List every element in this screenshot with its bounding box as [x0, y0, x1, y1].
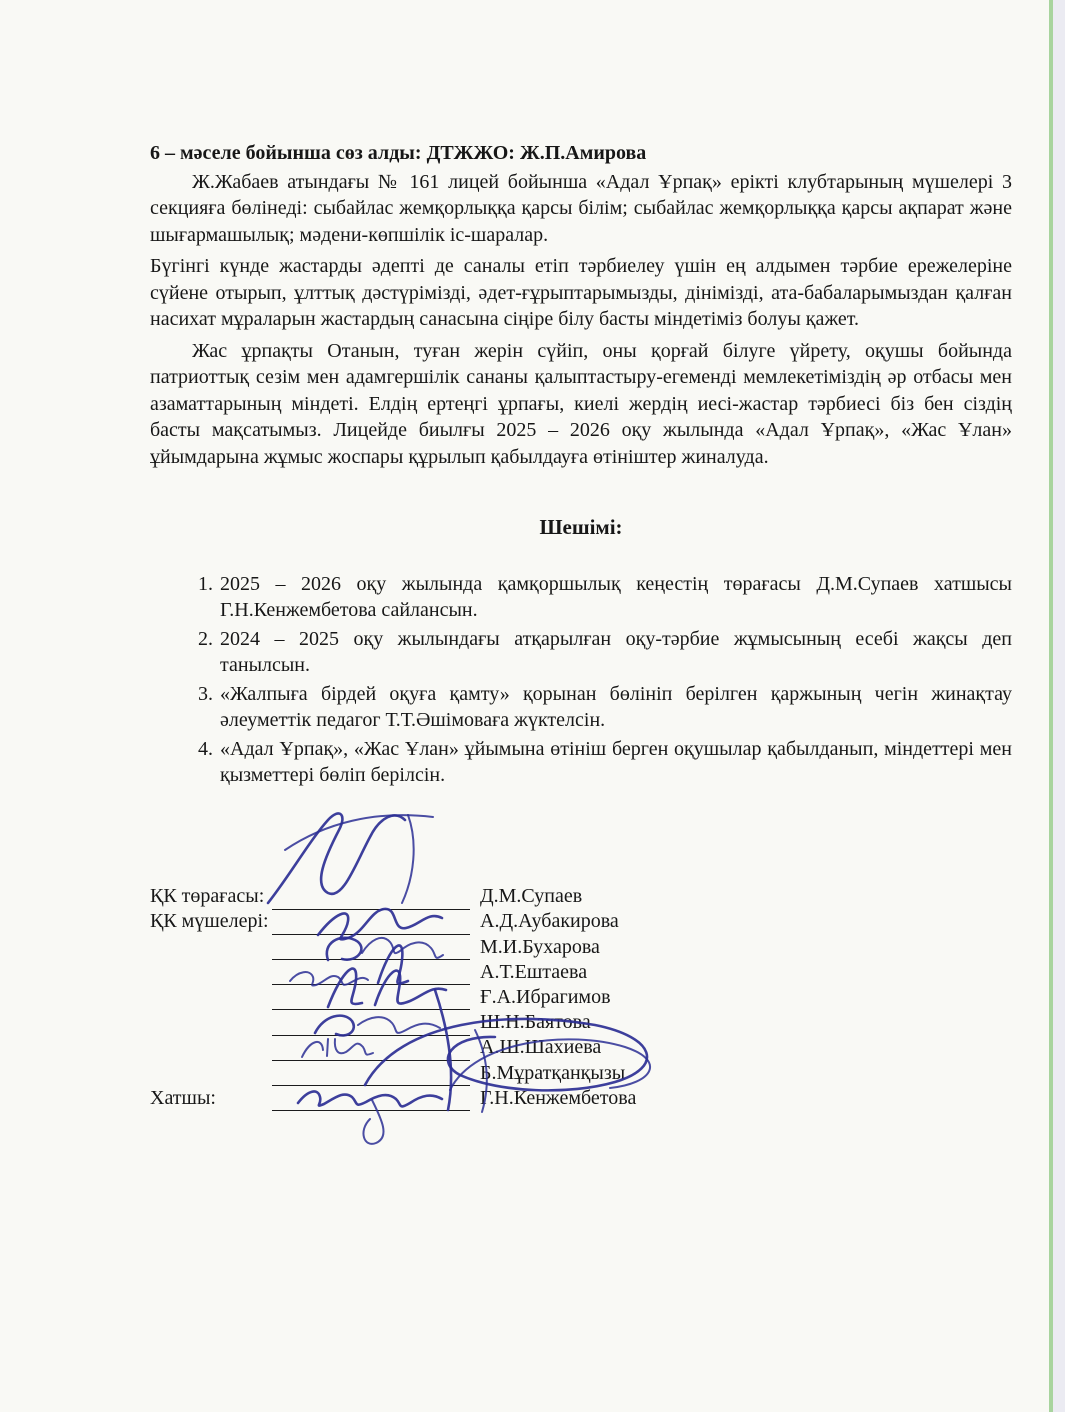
decision-item-1: 1. 2025 – 2026 оқу жылында қамқоршылық кеңестің төрағасы Д.М.Супаев хатшысы Г.Н.Кенжембетова сайлансын.: [218, 571, 1012, 624]
signature-row-member: [150, 960, 850, 985]
signature-line: [272, 1090, 470, 1111]
signature-block: [150, 885, 850, 1112]
signature-line: [272, 964, 470, 985]
signature-label: Хатшы:: [150, 1086, 216, 1109]
document-content: [150, 140, 1012, 1111]
decision-item-2: 2. 2024 – 2025 оқу жылындағы атқарылған оқу-тәрбие жұмысының есебі жақсы деп танылсын.: [218, 626, 1012, 679]
body-paragraph-3: Жас ұрпақты Отанын, туған жерін сүйіп, оны қорғай білуге үйрету, оқушы бойында патриоттық сезім мен адамгершілік сананы қалыптастыру-егеменді мемлекетіміздің әр отбасы мен азаматтарының міндеті. Елдің ертеңгі ұрпағы, киелі жердің иесі-жастар тәрбиесі біз бен сіздің басты мақсатымыз. Лицейде биылғы 2025 – 2026 оқу жылында «Адал Ұрпақ», «Жас Ұлан» ұйымдарына жұмыс жоспары құрылып қабылдауға өтініштер жиналуда.: [150, 339, 1012, 468]
signature-name: А.Т.Ештаева: [480, 960, 588, 983]
scan-edge-background: [1053, 0, 1065, 1412]
signature-line: [272, 939, 470, 960]
signature-label: ҚК мүшелері:: [150, 910, 269, 933]
signature-name: Ғ.А.Ибрагимов: [480, 985, 611, 1008]
signature-line: [272, 1065, 470, 1086]
signature-row-member: [150, 1036, 850, 1061]
signature-row-member: [150, 985, 850, 1010]
signature-row-member: [150, 1010, 850, 1035]
signature-line: [272, 1040, 470, 1061]
signature-row-member: [150, 910, 850, 935]
signature-name: Г.Н.Кенжембетова: [480, 1086, 637, 1109]
signature-line: [272, 914, 470, 935]
signature-row-chairman: [150, 885, 850, 910]
decision-heading: Шешімі:: [539, 515, 623, 539]
signature-label: ҚК төрағасы:: [150, 885, 265, 908]
body-paragraph-2: Бүгінгі күнде жастарды әдепті де саналы етіп тәрбиелеу үшін ең алдымен тәрбие ережелеріне сүйене отырып, ұлттық дәстүрімізді, әдет-ғұрыптарымызды, дінімізді, ата-бабаларымыздан қалған насихат мұраларын жастардың санасына сіңіре білу басты міндетіміз болуы қажет.: [150, 255, 1012, 330]
signature-line: [272, 989, 470, 1010]
decision-list: [150, 571, 1012, 789]
signature-name: Ш.Н.Баятова: [480, 1011, 591, 1034]
agenda-item-heading: 6 – мәселе бойынша сөз алды: ДТЖЖО: Ж.П.Амирова: [150, 142, 647, 164]
signature-name: Б.Мұратқанқызы: [480, 1061, 626, 1084]
decision-item-3: 3. «Жалпыға бірдей оқуға қамту» қорынан бөлініп берілген қаржының чегін жинақтау әлеуметтік педагог Т.Т.Әшімоваға жүктелсін.: [218, 681, 1012, 734]
body-paragraph-1: Ж.Жабаев атындағы № 161 лицей бойынша «Адал Ұрпақ» ерікті клубтарының мүшелері 3 секцияға бөлінеді: сыбайлас жемқорлыққа қарсы білім; сыбайлас жемқорлыққа қарсы ақпарат және шығармашылық; мәдени-көпшілік іс-шаралар.: [150, 170, 1012, 246]
signature-row-member: [150, 935, 850, 960]
signature-name: А.Д.Аубакирова: [480, 910, 619, 933]
signature-row-secretary: [150, 1086, 850, 1111]
signature-name: А.Ш.Шахиева: [480, 1036, 602, 1059]
signature-row-member: [150, 1061, 850, 1086]
signature-name: Д.М.Супаев: [480, 885, 583, 908]
decision-item-4: 4. «Адал Ұрпақ», «Жас Ұлан» ұйымына өтініш берген оқушылар қабылданып, міндеттері мен қызметтері бөліп берілсін.: [218, 736, 1012, 789]
signature-name: М.И.Бухарова: [480, 935, 600, 958]
signature-line: [272, 889, 470, 910]
signature-line: [272, 1015, 470, 1036]
